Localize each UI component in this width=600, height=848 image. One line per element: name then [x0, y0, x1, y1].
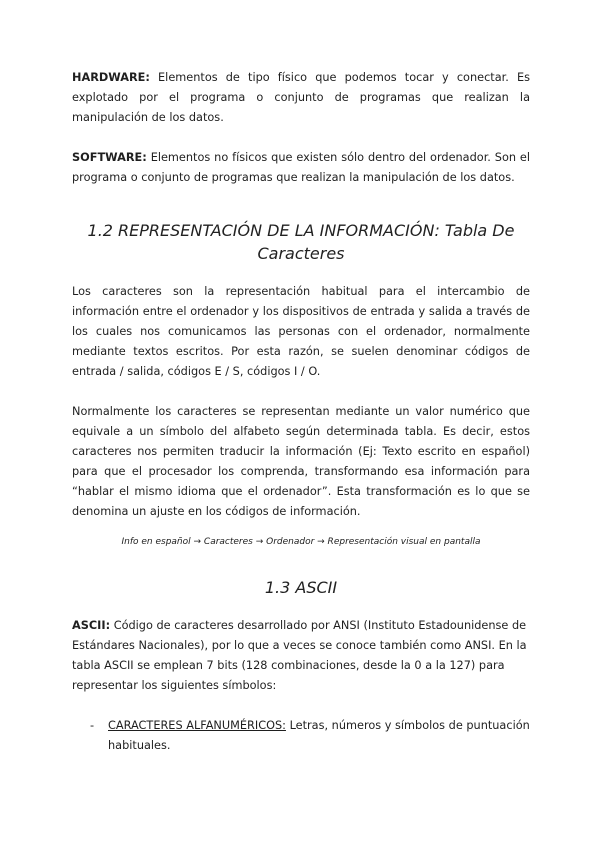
list-item: [72, 716, 530, 756]
hardware-definition: [72, 68, 530, 128]
ascii-text: Código de caracteres desarrollado por ANSI (Instituto Estadounidense de Estándares Nacionales), por lo que a veces se conoce también como ANSI. En la tabla ASCII se emplean 7 bits (128 combinaciones, desde la 0 a la 127) para representar los siguientes símbolos:: [72, 619, 527, 692]
flow-caption: Info en español → Caracteres → Ordenador → Representación visual en pantalla: [121, 537, 481, 547]
section-1-2-heading-line1: 1.2 REPRESENTACIÓN DE LA INFORMACIÓN: Tabla De: [87, 221, 515, 240]
list-item-text: Letras, números y símbolos de puntuación habituales.: [108, 719, 530, 752]
list-item-label: CARACTERES ALFANUMÉRICOS:: [108, 719, 286, 732]
software-term: SOFTWARE:: [72, 151, 147, 164]
section-1-2-paragraph-2: Normalmente los caracteres se representan mediante un valor numérico que equivale a un símbolo del alfabeto según determinada tabla. Es decir, estos caracteres nos permiten traducir la información (Ej: Texto escrito en español) para que el procesador los comprenda, transformando esa información para “hablar el mismo idioma que el ordenador”. Esta transformación es lo que se denomina un ajuste en los códigos de información.: [72, 405, 530, 518]
section-1-2-heading-line2: Caracteres: [257, 244, 345, 263]
software-text: Elementos no físicos que existen sólo dentro del ordenador. Son el programa o conjunto de programas que realizan la manipulación de los datos.: [72, 151, 531, 184]
hardware-term: HARDWARE:: [72, 71, 150, 84]
section-1-2-heading: [72, 219, 530, 265]
list-dash: -: [90, 719, 95, 732]
hardware-text: Elementos de tipo físico que podemos tocar y conectar. Es explotado por el programa o conjunto de programas que realizan la manipulación de los datos.: [72, 71, 530, 124]
section-1-3-heading: 1.3 ASCII: [264, 578, 338, 597]
section-1-2-paragraph-1: Los caracteres son la representación habitual para el intercambio de información entre el ordenador y los dispositivos de entrada y salida a través de los cuales nos comunicamos las personas con el ordenador, normalmente mediante textos escritos. Por esta razón, se suelen denominar códigos de entrada / salida, códigos E / S, códigos I / O.: [72, 285, 530, 378]
ascii-term: ASCII:: [72, 619, 111, 632]
ascii-definition: [72, 616, 530, 696]
document-page: [72, 68, 530, 756]
software-definition: [72, 148, 530, 188]
